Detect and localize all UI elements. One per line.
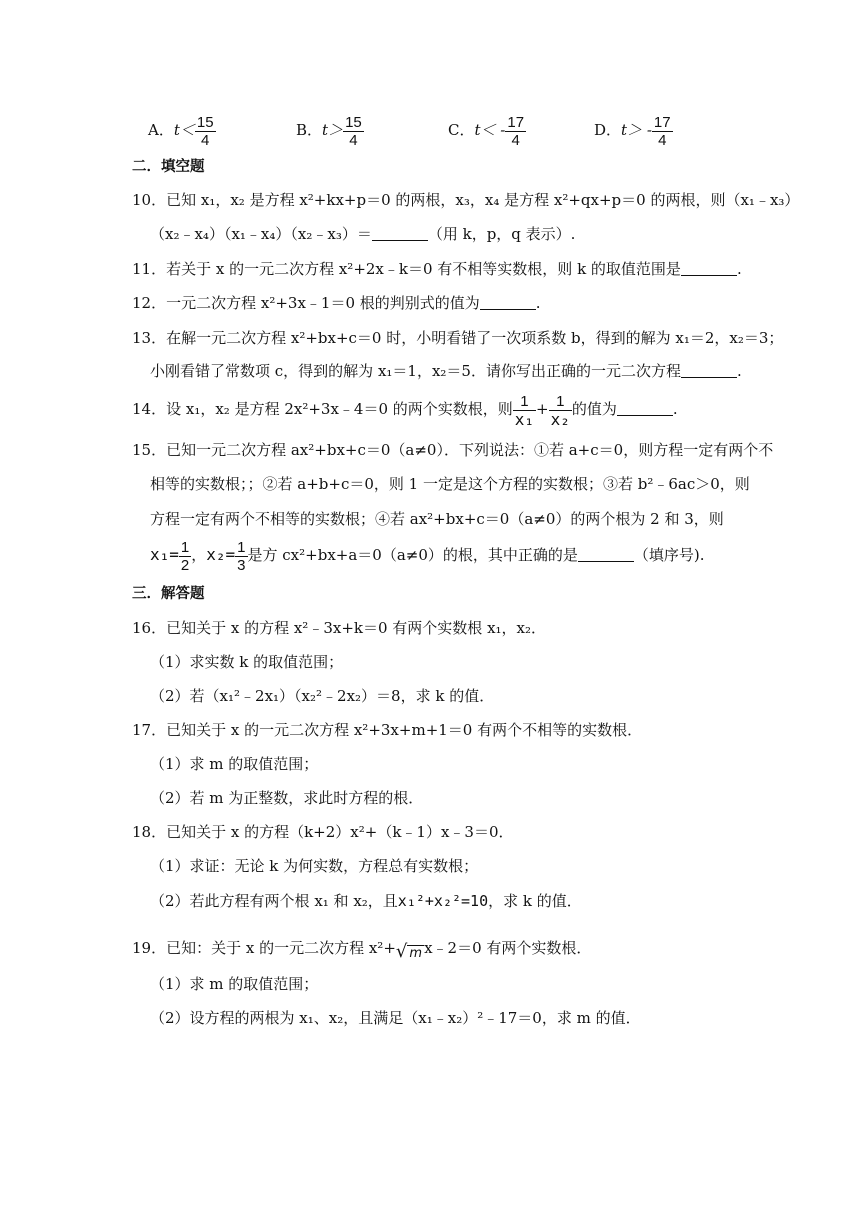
option-c-den: 4 xyxy=(511,131,520,149)
option-c-fraction xyxy=(505,114,526,149)
q15-line3: 方程一定有两个不相等的实数根；④若 ax²+bx+c＝0（a≠0）的两个根为 2 和 3，则 xyxy=(150,510,724,528)
q10-line2-text: （x₂﹣x₄）（x₁﹣x₄）（x₂﹣x₃）＝ xyxy=(150,225,372,243)
q11-text: 11．若关于 x 的一元二次方程 x²+2x﹣k＝0 有不相等实数根，则 k 的取值范围是 xyxy=(132,260,681,278)
option-a-num: 15 xyxy=(196,113,214,131)
option-a-fraction xyxy=(195,114,216,149)
q15-line1: 15．已知一元二次方程 ax²+bx+c＝0（a≠0）．下列说法：①若 a+c＝0，则方程一定有两个不 xyxy=(132,441,774,459)
q18-part1: （1）求证：无论 k 为何实数，方程总有实数根； xyxy=(150,857,479,875)
q15-x2-label: x₂= xyxy=(206,545,236,564)
q18-part2 xyxy=(150,891,582,911)
q10-line2-tail: （用 k，p，q 表示）. xyxy=(427,225,576,243)
q13-line2-text: 小刚看错了常数项 c，得到的解为 x₁＝1，x₂＝5．请你写出正确的一元二次方程 xyxy=(150,362,681,380)
option-a-den: 4 xyxy=(201,131,210,149)
q14-frac2-num: 1 xyxy=(549,393,572,411)
q13-line1: 13．在解一元二次方程 x²+bx+c＝0 时，小明看错了一次项系数 b，得到的解为 x₁＝2，x₂＝3； xyxy=(132,329,784,347)
q11-answer-blank[interactable] xyxy=(681,261,737,276)
q13-tail: . xyxy=(736,362,742,380)
q15-x1-label: x₁= xyxy=(150,545,179,564)
option-d-text: t＞ - xyxy=(621,121,652,139)
section-fill-in-title: 二．填空题 xyxy=(132,159,205,175)
q10-line2 xyxy=(150,224,575,244)
q12-answer-blank[interactable] xyxy=(480,295,536,310)
q19-stem xyxy=(132,938,591,964)
option-b xyxy=(296,112,364,148)
q19-stem-tail: x﹣2＝0 有两个实数根． xyxy=(424,939,592,957)
option-b-num: 15 xyxy=(345,113,362,131)
q14-line xyxy=(132,388,678,430)
q13-answer-blank[interactable] xyxy=(681,363,737,378)
q14-text-tail: 的值为 xyxy=(571,400,617,418)
option-d-den: 4 xyxy=(658,131,667,149)
q16-part2: （2）若（x₁²﹣2x₁）（x₂²﹣2x₂）＝8，求 k 的值． xyxy=(150,687,495,705)
option-c-label: C． xyxy=(448,121,475,139)
q14-answer-blank[interactable] xyxy=(617,401,673,416)
q11-tail: . xyxy=(736,260,742,278)
option-b-den: 4 xyxy=(349,131,358,149)
section-answer-title: 三．解答题 xyxy=(132,586,205,602)
q14-frac1-num: 1 xyxy=(513,393,536,411)
option-c-text: t＜ - xyxy=(474,121,506,139)
q15-frac1-num: 1 xyxy=(180,538,190,556)
q18-stem: 18．已知关于 x 的方程（k+2）x²+（k﹣1）x﹣3＝0． xyxy=(132,823,514,841)
q15-line4 xyxy=(150,534,705,576)
q15-frac2-num: 1 xyxy=(237,538,246,556)
q19-part1: （1）求 m 的取值范围； xyxy=(150,975,319,993)
q14-fraction-2 xyxy=(549,393,572,428)
q15-line4-tail: （填序号). xyxy=(633,546,705,564)
q16-part1: （1）求实数 k 的取值范围； xyxy=(150,653,344,671)
option-d xyxy=(594,112,673,148)
option-a xyxy=(148,112,216,148)
q13-line2 xyxy=(150,361,742,381)
q19-stem-text: 19．已知：关于 x 的一元二次方程 x²+ xyxy=(132,939,396,957)
sqrt-radical-icon: √ xyxy=(395,941,408,962)
option-b-text: t＞ xyxy=(322,121,344,139)
q12-line xyxy=(132,293,541,313)
q15-line2: 相等的实数根；；②若 a+b+c＝0，则 1 一定是这个方程的实数根；③若 b²﹣6ac＞0，则 xyxy=(150,475,750,493)
q15-frac2-den: 3 xyxy=(237,556,246,574)
q15-comma: ， xyxy=(191,546,207,564)
q16-stem: 16．已知关于 x 的方程 x²﹣3x+k＝0 有两个实数根 x₁，x₂． xyxy=(132,619,547,637)
q15-fraction-2 xyxy=(235,539,247,574)
q19-radicand: m xyxy=(409,946,423,961)
q11-line xyxy=(132,259,742,279)
q18-equation: x₁²+x₂²=10 xyxy=(397,892,489,910)
option-d-label: D． xyxy=(594,121,622,139)
q15-frac1-den: 2 xyxy=(180,556,190,574)
option-b-label: B． xyxy=(296,121,323,139)
q15-fraction-1 xyxy=(179,539,191,574)
q19-part2: （2）设方程的两根为 x₁、x₂，且满足（x₁﹣x₂）²﹣17＝0，求 m 的值． xyxy=(150,1009,641,1027)
option-a-label: A． xyxy=(148,121,174,139)
option-d-num: 17 xyxy=(653,113,671,131)
q14-end: . xyxy=(672,400,678,418)
option-b-fraction xyxy=(343,114,364,149)
q19-sqrt xyxy=(396,942,424,964)
option-c-num: 17 xyxy=(507,113,525,131)
q14-frac2-den: x₂ xyxy=(550,409,570,429)
q15-line4-text: 是方 cx²+bx+a＝0（a≠0）的根，其中正确的是 xyxy=(247,546,578,564)
q14-plus: + xyxy=(536,400,549,418)
q12-tail: . xyxy=(535,294,541,312)
q17-stem: 17．已知关于 x 的一元二次方程 x²+3x+m+1＝0 有两个不相等的实数根． xyxy=(132,721,643,739)
q15-answer-blank[interactable] xyxy=(578,547,634,562)
q14-text: 14．设 x₁，x₂ 是方程 2x²+3x﹣4＝0 的两个实数根，则 xyxy=(132,400,513,418)
q18-part2-tail: ，求 k 的值． xyxy=(488,892,582,910)
option-a-text: t＜ xyxy=(173,121,195,139)
option-c xyxy=(448,112,526,148)
q12-text: 12．一元二次方程 x²+3x﹣1＝0 根的判别式的值为 xyxy=(132,294,480,312)
q10-answer-blank[interactable] xyxy=(372,226,428,241)
q17-part2: （2）若 m 为正整数，求此时方程的根． xyxy=(150,789,424,807)
q14-frac1-den: x₁ xyxy=(514,409,535,429)
q14-fraction-1 xyxy=(513,393,536,428)
q18-part2-text: （2）若此方程有两个根 x₁ 和 x₂，且 xyxy=(150,892,398,910)
option-d-fraction xyxy=(652,114,673,149)
q10-line1: 10．已知 x₁，x₂ 是方程 x²+kx+p＝0 的两根，x₃，x₄ 是方程 x²+qx+p＝0 的两根，则（x₁﹣x₃） xyxy=(132,191,800,209)
q17-part1: （1）求 m 的取值范围； xyxy=(150,755,319,773)
